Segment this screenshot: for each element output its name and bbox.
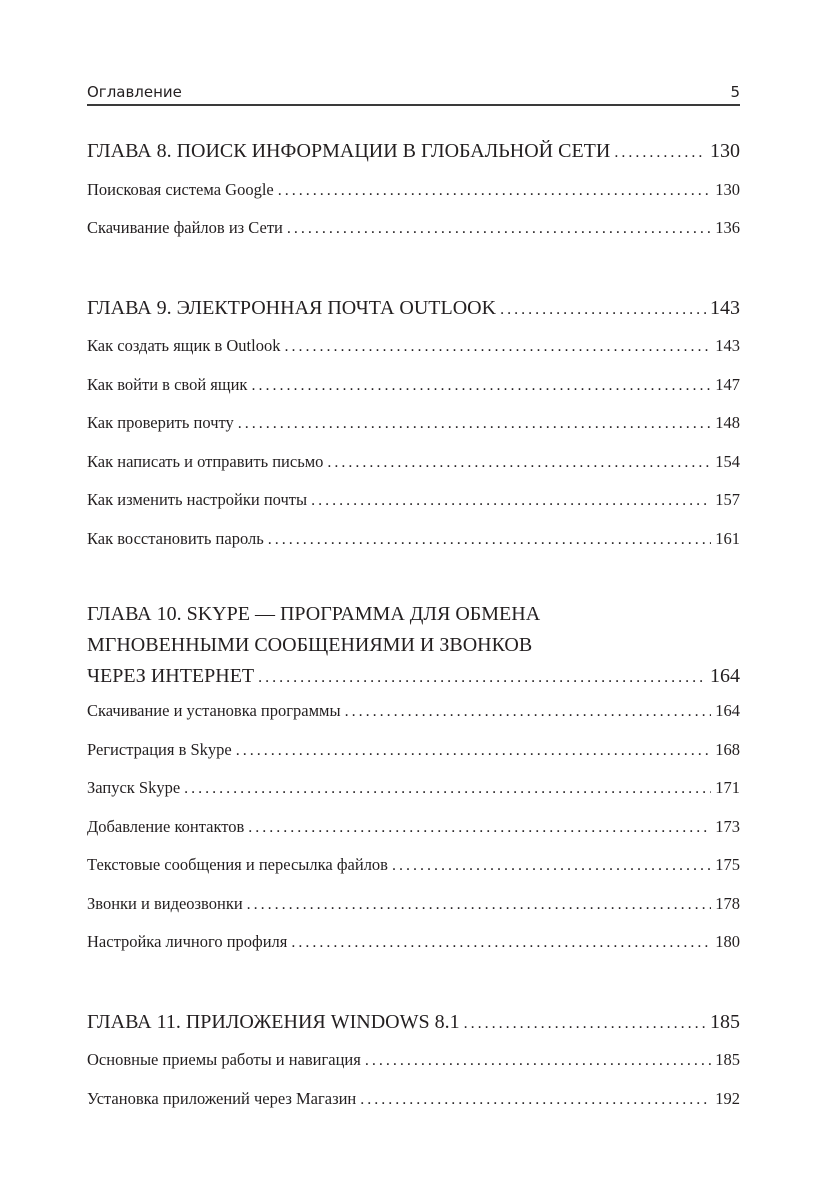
dot-leader xyxy=(360,1080,711,1120)
chapter-title: ГЛАВА 11. ПРИЛОЖЕНИЯ WINDOWS 8.1 xyxy=(87,1010,460,1033)
chapter-title-line: ГЛАВА 10. SKYPE — ПРОГРАММА ДЛЯ ОБМЕНА xyxy=(87,603,541,625)
dot-leader xyxy=(238,404,712,444)
dot-leader xyxy=(258,661,706,693)
toc-chapter-heading[interactable] xyxy=(87,132,740,171)
dot-leader xyxy=(236,731,712,771)
page-number: 5 xyxy=(730,83,740,101)
toc-entry[interactable] xyxy=(87,366,740,405)
chapter-title-line: ЧЕРЕЗ ИНТЕРНЕТ xyxy=(87,665,255,687)
chapter-title: ГЛАВА 8. ПОИСК ИНФОРМАЦИИ В ГЛОБАЛЬНОЙ СЕТИ xyxy=(87,140,611,162)
dot-leader xyxy=(248,808,711,848)
toc-entry[interactable] xyxy=(87,731,740,770)
toc-entry[interactable] xyxy=(87,443,740,482)
toc-entry[interactable] xyxy=(87,1041,740,1080)
toc-entry[interactable] xyxy=(87,327,740,366)
toc-entry[interactable] xyxy=(87,692,740,731)
dot-leader xyxy=(291,923,711,963)
dot-leader xyxy=(614,132,706,173)
entry-page: 178 xyxy=(715,893,740,913)
running-header xyxy=(87,76,740,106)
entry-title: Скачивание и установка программы xyxy=(87,701,341,720)
entry-page: 147 xyxy=(715,374,740,394)
chapter-9 xyxy=(87,289,740,559)
dot-leader xyxy=(392,846,711,886)
entry-page: 143 xyxy=(715,336,740,355)
chapter-10 xyxy=(87,599,740,962)
entry-title: Запуск Skype xyxy=(87,778,181,797)
dot-leader xyxy=(278,171,712,211)
chapter-page: 164 xyxy=(710,665,740,687)
entry-title: Как изменить настройки почты xyxy=(87,490,308,509)
dot-leader xyxy=(345,692,712,732)
entry-title: Регистрация в Skype xyxy=(87,739,232,759)
toc-chapter-heading[interactable] xyxy=(87,1003,740,1042)
entry-title: Поисковая система Google xyxy=(87,179,274,199)
dot-leader xyxy=(284,327,711,367)
entry-page: 161 xyxy=(715,528,740,548)
toc-entry[interactable] xyxy=(87,769,740,808)
toc-entry[interactable] xyxy=(87,209,740,248)
entry-page: 180 xyxy=(715,932,740,951)
dot-leader xyxy=(268,520,712,560)
chapter-8 xyxy=(87,132,740,248)
entry-page: 164 xyxy=(715,701,740,720)
toc-entry[interactable] xyxy=(87,520,740,559)
entry-title: Настройка личного профиля xyxy=(87,932,288,951)
dot-leader xyxy=(184,769,711,809)
dot-leader xyxy=(327,443,711,483)
toc-entry[interactable] xyxy=(87,846,740,885)
toc-entry[interactable] xyxy=(87,171,740,210)
entry-title: Добавление контактов xyxy=(87,816,245,836)
chapter-title: ГЛАВА 9. ЭЛЕКТРОННАЯ ПОЧТА OUTLOOK xyxy=(87,296,497,319)
entry-page: 157 xyxy=(715,490,740,509)
entry-title: Скачивание файлов из Сети xyxy=(87,218,283,237)
chapter-page: 130 xyxy=(710,140,740,162)
entry-page: 136 xyxy=(715,218,740,237)
chapter-page: 143 xyxy=(710,296,740,319)
toc-entry[interactable] xyxy=(87,923,740,962)
dot-leader xyxy=(311,481,711,521)
entry-page: 168 xyxy=(715,739,740,759)
chapter-11 xyxy=(87,1003,740,1119)
table-of-contents xyxy=(87,132,740,1159)
entry-title: Как написать и отправить письмо xyxy=(87,451,324,471)
entry-title: Как проверить почту xyxy=(87,413,234,432)
toc-entry[interactable] xyxy=(87,808,740,847)
entry-title: Основные приемы работы и навигация xyxy=(87,1050,361,1069)
entry-title: Текстовые сообщения и пересылка файлов xyxy=(87,855,388,874)
toc-entry[interactable] xyxy=(87,1080,740,1119)
entry-title: Как создать ящик в Outlook xyxy=(87,336,281,355)
entry-title: Установка приложений через Магазин xyxy=(87,1088,357,1108)
entry-page: 148 xyxy=(715,413,740,432)
entry-page: 154 xyxy=(715,451,740,471)
entry-page: 130 xyxy=(715,179,740,199)
running-header-title: Оглавление xyxy=(87,83,182,101)
dot-leader xyxy=(247,885,712,925)
toc-entry[interactable] xyxy=(87,885,740,924)
chapter-title-line: МГНОВЕННЫМИ СООБЩЕНИЯМИ И ЗВОНКОВ xyxy=(87,634,533,656)
dot-leader xyxy=(365,1041,711,1081)
entry-title: Звонки и видеозвонки xyxy=(87,893,243,913)
toc-chapter-heading[interactable] xyxy=(87,289,740,328)
entry-title: Как восстановить пароль xyxy=(87,528,264,548)
entry-page: 175 xyxy=(715,855,740,874)
toc-entry[interactable] xyxy=(87,481,740,520)
entry-title: Как войти в свой ящик xyxy=(87,374,248,394)
entry-page: 171 xyxy=(715,778,740,797)
entry-page: 173 xyxy=(715,816,740,836)
dot-leader xyxy=(500,289,706,330)
entry-page: 192 xyxy=(715,1088,740,1108)
toc-entry[interactable] xyxy=(87,404,740,443)
toc-chapter-heading[interactable] xyxy=(87,599,740,692)
dot-leader xyxy=(464,1003,706,1044)
entry-page: 185 xyxy=(715,1050,740,1069)
chapter-page: 185 xyxy=(710,1010,740,1033)
dot-leader xyxy=(287,209,711,249)
dot-leader xyxy=(251,366,711,406)
